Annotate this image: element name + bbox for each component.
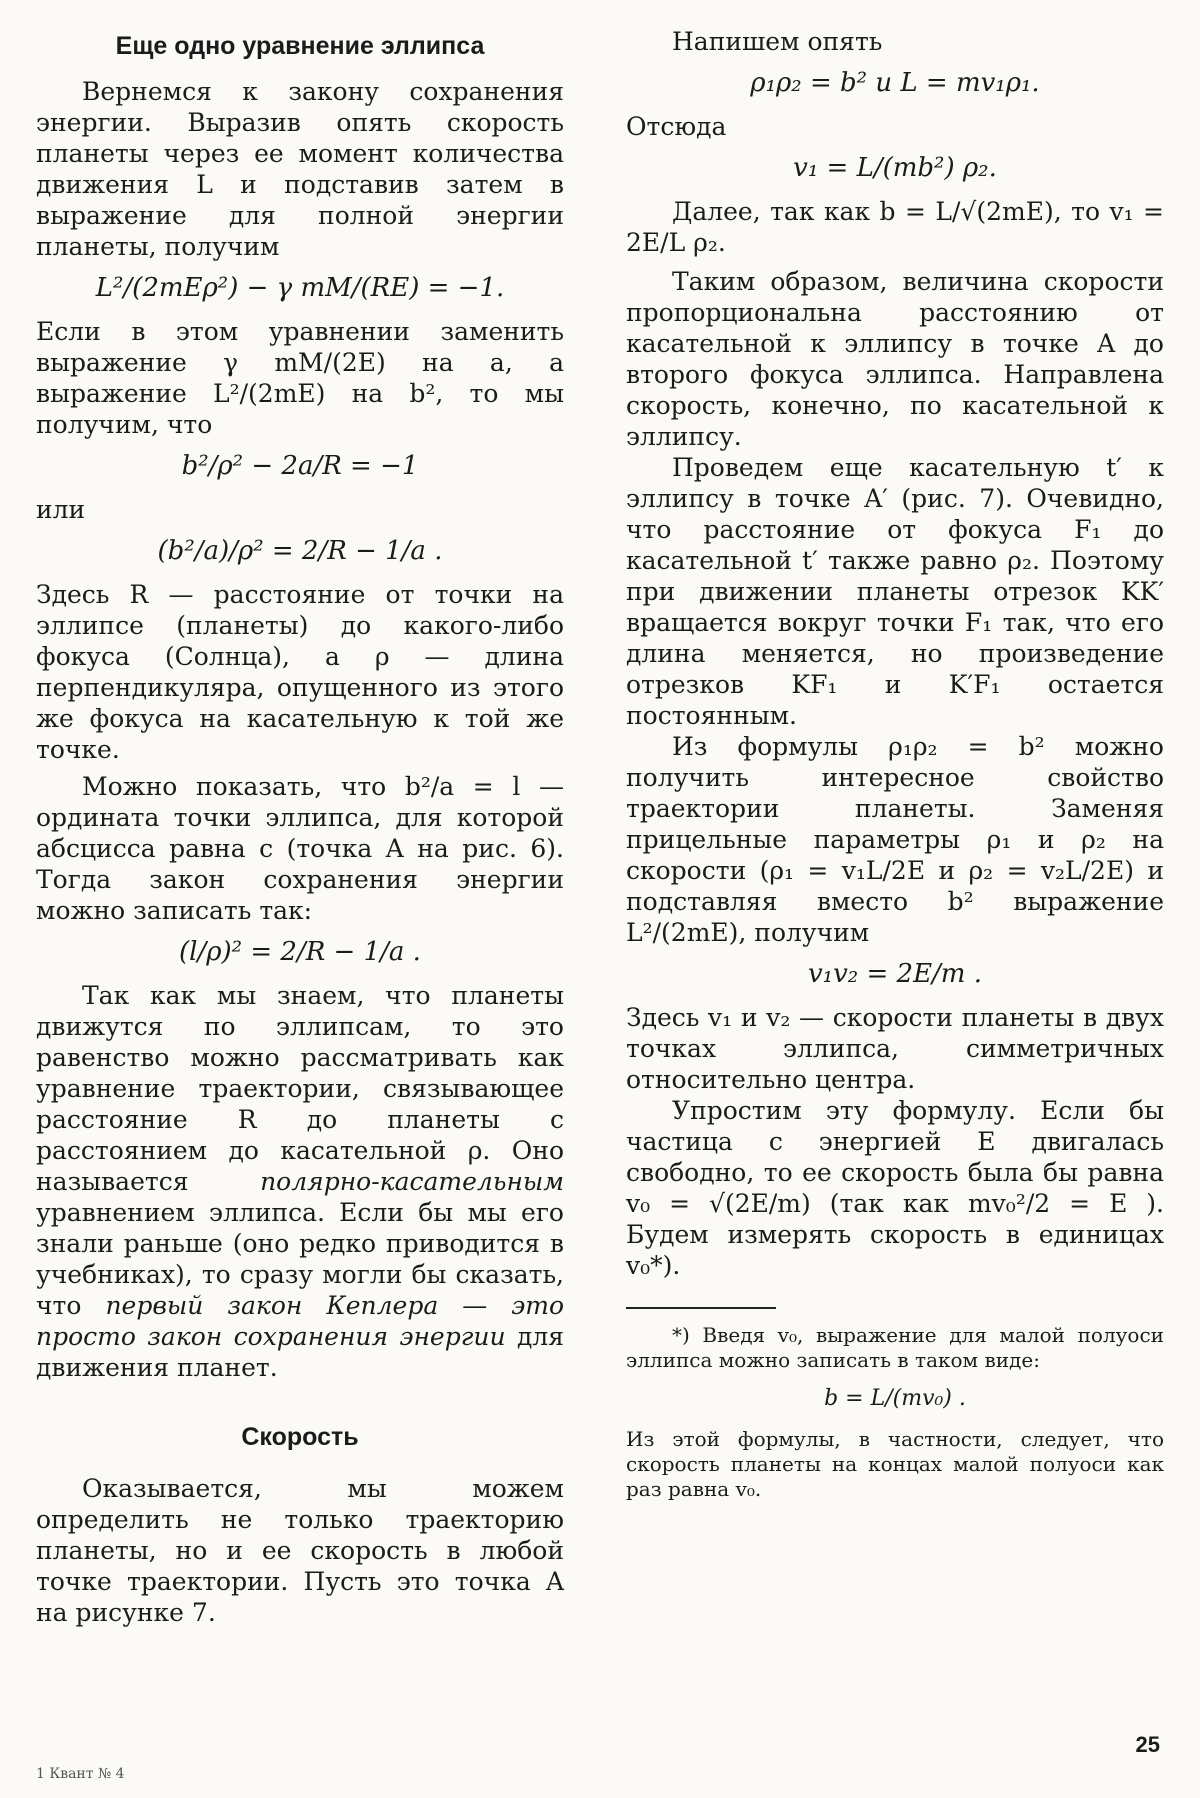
paragraph: Можно показать, что b²/a = l — ордината точки эллипса, для которой абсцисса равна c (точка A на рис. 6). Тогда закон сохранения энергии можно записать так: (36, 772, 564, 925)
paragraph: Таким образом, величина скорости пропорциональна расстоянию от касательной к эллипсу в точке A до второго фокуса эллипса. Направлена скорость, конечно, по касательной к эллипсу. (626, 267, 1164, 451)
paragraph: Напишем опять (672, 27, 883, 56)
paragraph: Проведем еще касательную t′ к эллипсу в точке A′ (рис. 7). Очевидно, что расстояние от фокуса F₁ до касательной t′ также равно ρ₂. Поэтому при движении планеты отрезок KK′ вращается вокруг точки F₁ так, что его длина меняется, но произведение отрезков KF₁ и K′F₁ остается постоянным. (626, 453, 1164, 730)
emphasis: полярно-касательным (260, 1167, 564, 1196)
left-column (36, 26, 564, 1628)
text: уравнением эллипса. Если бы мы его знали раньше (оно редко приводится в учебниках), то сразу могли бы сказать, что (36, 1198, 564, 1320)
paragraph: Оказывается, мы можем определить не только траекторию планеты, но и ее скорость в любой точке траектории. Пусть это точка A на рисунке 7. (36, 1474, 564, 1627)
footnote-text: Из этой формулы, в частности, следует, что скорость планеты на концах малой полуоси как раз равна v₀. (626, 1427, 1164, 1501)
formula: (l/ρ)² = 2/R − 1/a . (179, 937, 421, 967)
text: для движения планет. (36, 1322, 564, 1382)
paragraph: Вернемся к закону сохранения энергии. Выразив опять скорость планеты через ее момент количества движения L и подставив затем в выражение для полной энергии планеты, получим (36, 77, 564, 261)
emphasis: первый закон Кеплера — это просто закон сохранения энергии (36, 1291, 565, 1351)
formula: v₁ = L/(mb²) ρ₂. (793, 153, 997, 183)
paragraph: Если в этом уравнении заменить выражение γ mM/(2E) на a, а выражение L²/(2mE) на b², то мы получим, что (36, 317, 564, 439)
paragraph: Упростим эту формулу. Если бы частица с энергией E двигалась свободно, то ее скорость была бы равна v₀ = √(2E/m) (так как mv₀²/2 = E ). Будем измерять скорость в единицах v₀*). (626, 1096, 1164, 1280)
paragraph: Здесь R — расстояние от точки на эллипсе (планеты) до какого-либо фокуса (Солнца), а ρ — длина перпендикуляра, опущенного из этого же фокуса на касательную к той же точке. (36, 580, 564, 764)
heading-velocity: Скорость (241, 1423, 359, 1451)
footnote-rule (626, 1307, 776, 1309)
heading-ellipse-equation: Еще одно уравнение эллипса (115, 32, 485, 60)
page-number: 25 (1135, 1732, 1160, 1757)
formula: (b²/a)/ρ² = 2/R − 1/a . (157, 536, 443, 566)
footnote-text: *) Введя v₀, выражение для малой полуоси эллипса можно записать в таком виде: (626, 1323, 1164, 1372)
right-column (626, 26, 1164, 1502)
formula: b = L/(mv₀) . (824, 1386, 966, 1411)
footer-signature: 1 Квант № 4 (36, 1766, 125, 1782)
paragraph: Отсюда (626, 112, 727, 141)
paragraph: Далее, так как b = L/√(2mE), то v₁ = 2E/L ρ₂. (626, 197, 1164, 257)
paragraph (36, 980, 564, 1383)
formula: ρ₁ρ₂ = b² и L = mv₁ρ₁. (750, 68, 1040, 98)
paragraph: Из формулы ρ₁ρ₂ = b² можно получить интересное свойство траектории планеты. Заменяя прицельные параметры ρ₁ и ρ₂ на скорости (ρ₁ = v₁L/2E и ρ₂ = v₂L/2E) и подставляя вместо b² выражение L²/(2mE), получим (626, 732, 1164, 947)
formula: L²/(2mEρ²) − γ mM/(RE) = −1. (95, 273, 505, 303)
text: Так как мы знаем, что планеты движутся по эллипсам, то это равенство можно рассматривать как уравнение траектории, связывающее расстояние R до планеты с расстоянием до касательной ρ. Оно называется (36, 981, 564, 1196)
footnote (626, 1323, 1164, 1502)
formula: v₁v₂ = 2E/m . (807, 959, 982, 989)
paragraph: или (36, 495, 86, 524)
formula: b²/ρ² − 2a/R = −1 (181, 451, 419, 481)
paragraph: Здесь v₁ и v₂ — скорости планеты в двух точках эллипса, симметричных относительно центра. (626, 1003, 1164, 1094)
